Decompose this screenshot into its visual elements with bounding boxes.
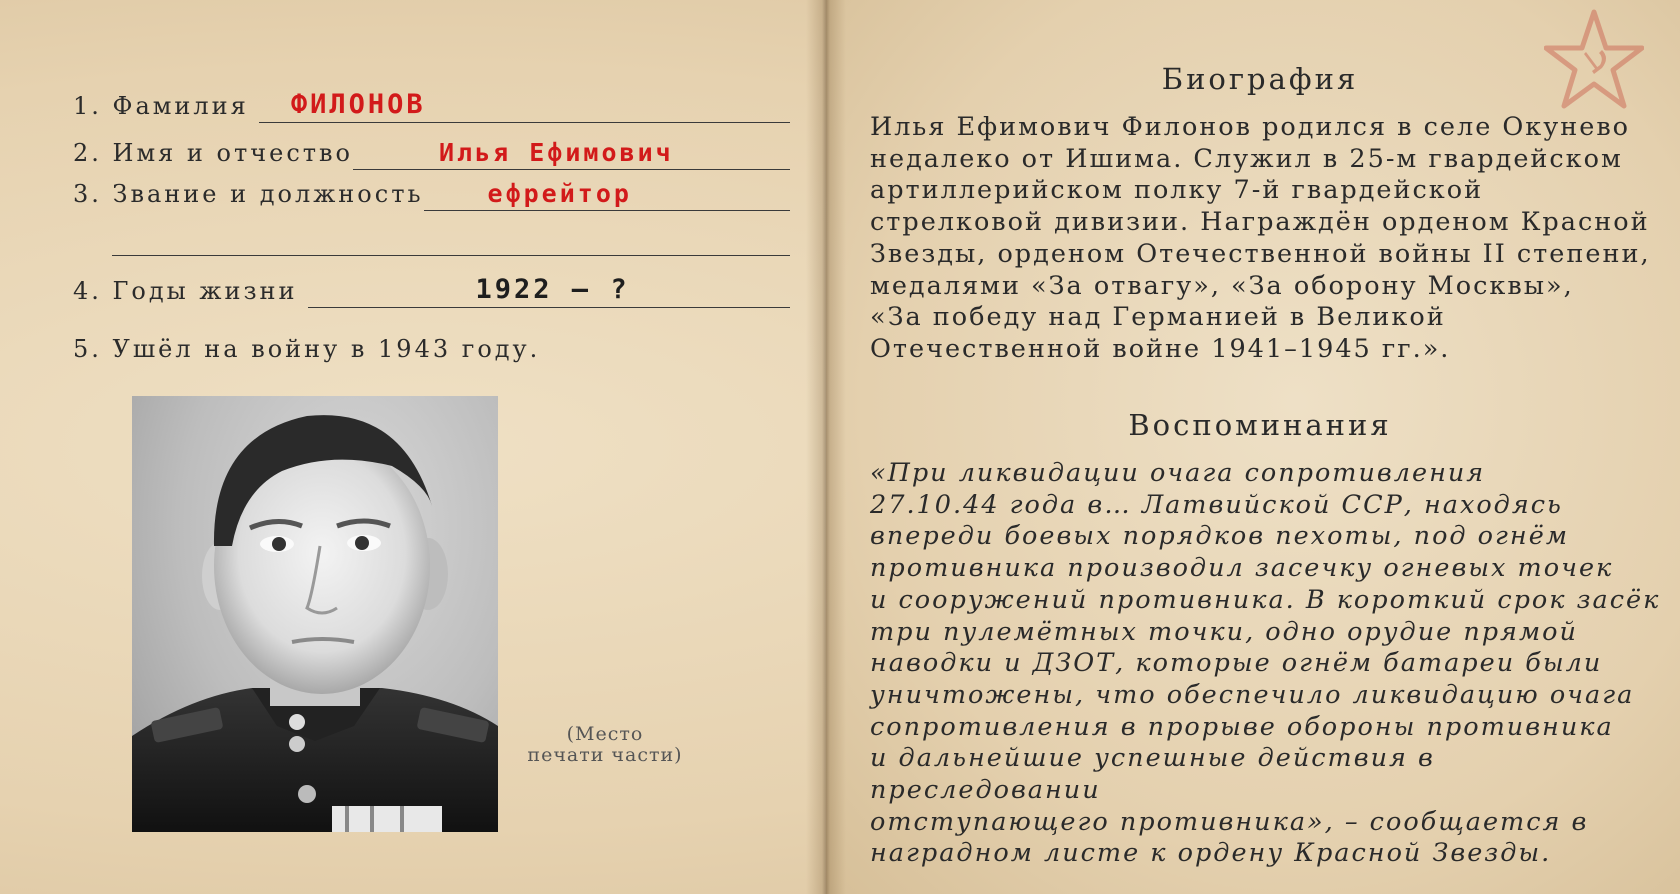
- field-name: [73, 139, 790, 170]
- field-went-to-war: 5. Ушёл на войну в 1943 году.: [73, 335, 541, 363]
- field-years-label: 4. Годы жизни: [73, 277, 298, 305]
- field-surname-line: [259, 89, 790, 123]
- field-name-line: [353, 139, 790, 170]
- stamp-place-text: (Место печати части): [527, 723, 683, 766]
- field-name-label: 2. Имя и отчество: [73, 139, 353, 167]
- field-years-value: 1922 — ?: [475, 274, 630, 305]
- field-rank-label: 3. Звание и должность: [73, 180, 424, 208]
- book-spine: [806, 0, 846, 894]
- field-name-value: Илья Ефимович: [439, 138, 674, 167]
- field-surname-label: 1. Фамилия: [73, 92, 249, 120]
- field-surname: [73, 89, 790, 123]
- stamp-place-caption: [520, 724, 690, 766]
- memories-text: «При ликвидации очага сопротивления 27.10.44 года в… Латвийской ССР, находясь впереди боевых порядков пехоты, под огнём противника производил засечку огневых точек и сооружений противника. В короткий срок засёк три пулемётных точки, одно орудие прямой наводки и ДЗОТ, которые огнём батареи были уничтожены, что обеспечило ликвидацию очага сопротивления в прорыве обороны противника и дальнейшие успешные действия в преследовании отступающего противника», – сообщается в наградном листе к ордену Красной Звезды.: [870, 458, 1661, 869]
- soldier-portrait-image: [132, 396, 498, 832]
- memories-title: Воспоминания: [1128, 408, 1392, 442]
- biography-title: Биография: [1161, 62, 1359, 96]
- field-rank-value: ефрейтор: [487, 179, 632, 208]
- soldier-photo: [132, 396, 498, 832]
- field-rank: [73, 180, 790, 211]
- field-rank-line: [424, 180, 790, 211]
- blank-line: [112, 255, 790, 256]
- field-years: [73, 274, 790, 308]
- field-years-line: [308, 274, 790, 308]
- field-surname-value: ФИЛОНОВ: [290, 89, 426, 120]
- biography-text: Илья Ефимович Филонов родился в селе Окунево недалеко от Ишима. Служил в 25-м гвардейском артиллерийском полку 7-й гвардейской стрелковой дивизии. Награждён орденом Красной Звезды, орденом Отечественной войны II степени, медалями «За отвагу», «За оборону Москвы», «За победу над Германией в Великой Отечественной войне 1941–1945 гг.».: [870, 112, 1651, 364]
